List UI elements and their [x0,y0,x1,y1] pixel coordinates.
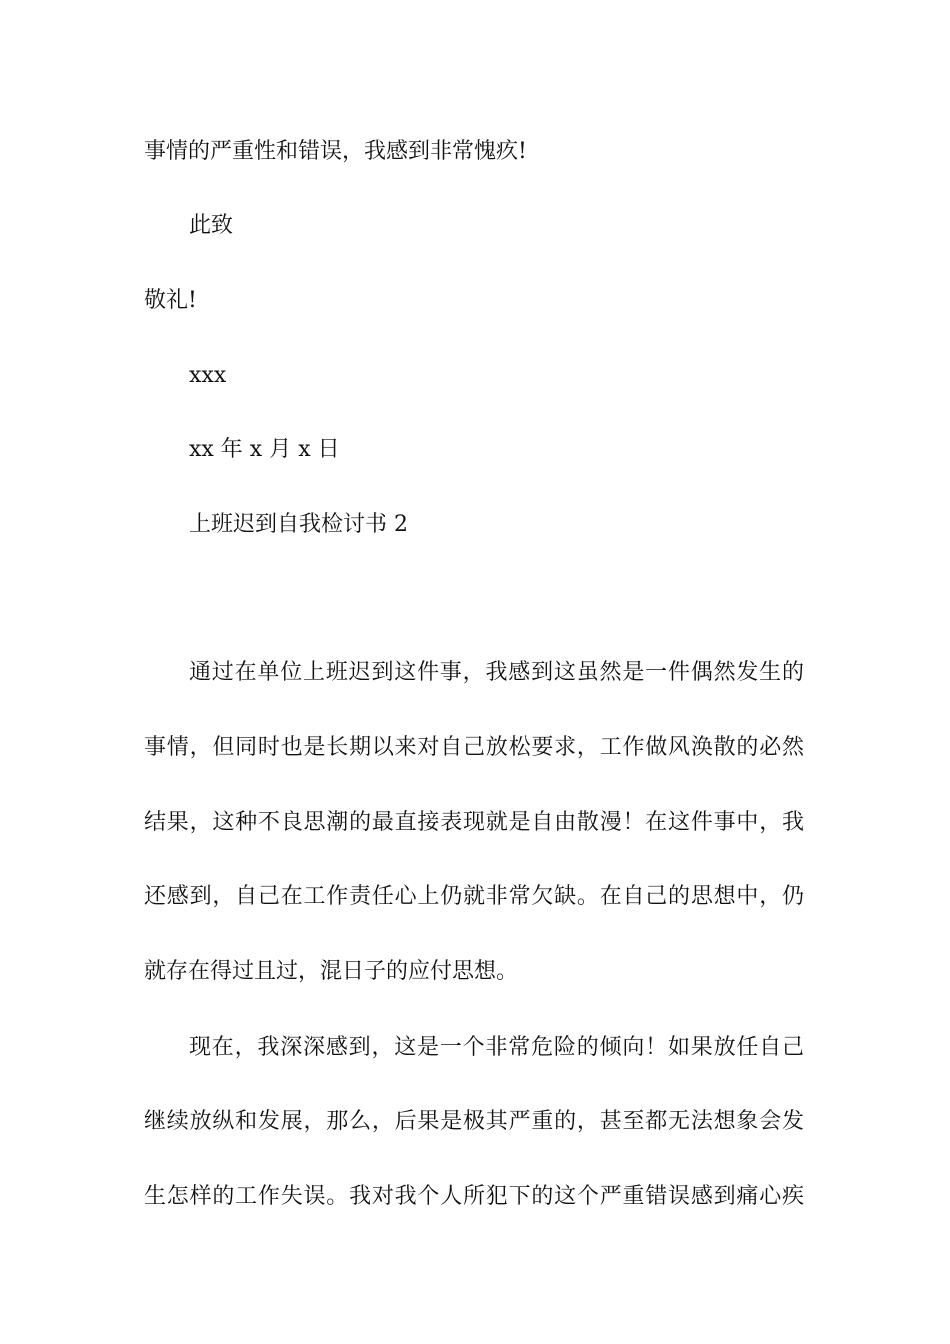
salutation: 此致 [189,213,234,238]
paragraph-line: 继续放纵和发展，那么，后果是极其严重的，甚至都无法想象会发 [144,1109,804,1134]
date: xx 年 x 月 x 日 [189,437,340,462]
paragraph-line: 结果，这种不良思潮的最直接表现就是自由散漫！在这件事中，我 [144,810,804,835]
paragraph-line: 还感到，自己在工作责任心上仍就非常欠缺。在自己的思想中，仍 [144,884,804,909]
paragraph-line: 生怎样的工作失误。我对我个人所犯下的这个严重错误感到痛心疾 [144,1184,804,1209]
paragraph-line: 就存在得过且过，混日子的应付思想。 [144,959,519,984]
section-title: 上班迟到自我检讨书 2 [189,512,408,537]
text-line: 事情的严重性和错误，我感到非常愧疚! [144,139,527,164]
paragraph-line: 事情，但同时也是长期以来对自己放松要求，工作做风涣散的必然 [144,735,804,760]
signature: xxx [189,363,227,388]
paragraph-line: 现在，我深深感到，这是一个非常危险的倾向！如果放任自己 [189,1035,804,1060]
regards: 敬礼! [144,288,197,313]
paragraph-line: 通过在单位上班迟到这件事，我感到这虽然是一件偶然发生的 [189,660,804,685]
